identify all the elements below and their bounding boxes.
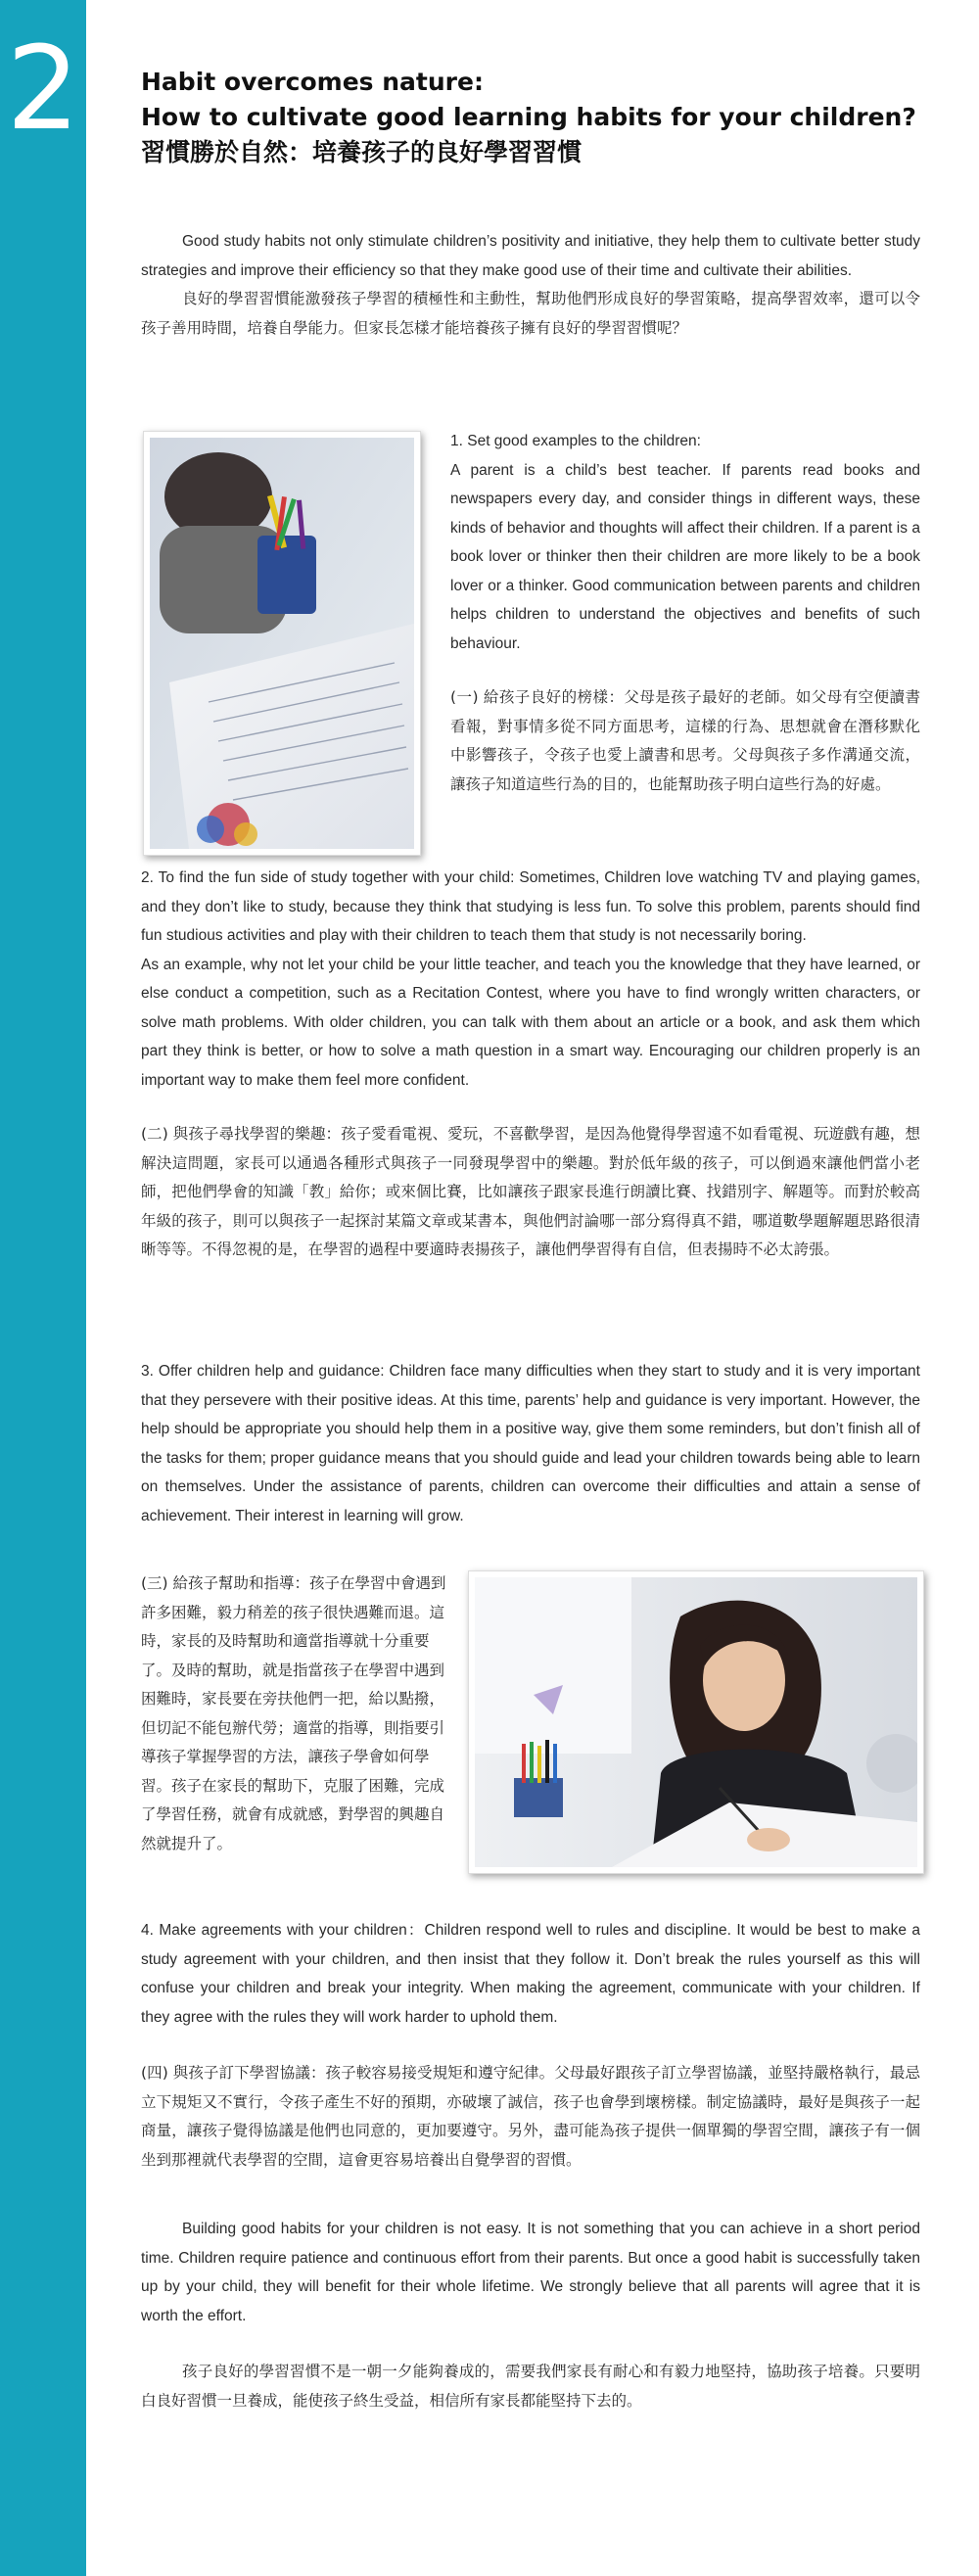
- intro-en: Good study habits not only stimulate children’s positivity and initiative, they help them to cultivate better study strategies and improve their efficiency so that they make good use of their time and cultivate their abilities.: [141, 233, 920, 279]
- section-1: [450, 427, 920, 799]
- intro-zh: 良好的學習習慣能激發孩子學習的積極性和主動性，幫助他們形成良好的學習策略，提高學習效率，還可以令孩子善用時間，培養自學能力。但家長怎樣才能培養孩子擁有良好的學習習慣呢？: [141, 290, 920, 337]
- woman-studying-photo: [468, 1570, 924, 1874]
- chapter-number: 2: [6, 21, 80, 156]
- title-line-1: Habit overcomes nature:: [141, 68, 484, 96]
- section-3-en-block: [141, 1357, 920, 1530]
- sidebar-band: [0, 0, 86, 2576]
- section-1-en: A parent is a child’s best teacher. If parents read books and newspapers every day, and consider things in different ways, these kinds of behavior and thoughts will affect their children. If a parent is a book lover or thinker then their children are more likely to be a book lover or a thinker. Good communication between parents and children helps children to understand the objectives and benefits of such behaviour.: [450, 461, 920, 652]
- section-2-en-1: 2. To find the fun side of study together with your child: Sometimes, Children love watching TV and playing games, and they don’t like to study, because they think that studying is less fun. To solve this problem, parents should find fun studious activities and play with their children to teach them that study is not necessarily boring.: [141, 869, 920, 944]
- title-line-2: How to cultivate good learning habits for your children?: [141, 103, 916, 131]
- intro-block: [141, 227, 920, 343]
- section-4: [141, 1916, 920, 2175]
- conclusion-en: Building good habits for your children is not easy. It is not something that you can achieve in a short period time. Children require patience and continuous effort from their parents. But once a good habit is successfully taken up by your child, they will benefit for their whole lifetime. We strongly believe that all parents will agree that it is worth the effort.: [141, 2221, 920, 2324]
- section-1-zh: (一) 給孩子良好的榜樣：父母是孩子最好的老師。如父母有空便讀書看報，對事情多從不同方面思考，這樣的行為、思想就會在潛移默化中影響孩子，令孩子也愛上讀書和思考。父母與孩子多作溝通交流，讓孩子知道這些行為的目的，也能幫助孩子明白這些行為的好處。: [450, 688, 920, 793]
- title-line-3: 習慣勝於自然：培養孩子的良好學習習慣: [141, 138, 583, 166]
- section-3-en: 3. Offer children help and guidance: Children face many difficulties when they start to study and it is very important that they persevere with their positive ideas. At this time, parents’ help and guidance is very important. However, the help should be appropriate you should help them in a positive way, give them some reminders, but don’t finish all of the tasks for them; proper guidance means that you should guide and lead your children towards being able to learn on themselves. Under the assistance of parents, children can overcome their difficulties and attain a sense of achievement. Their interest in learning will grow.: [141, 1363, 920, 1524]
- page-title: [141, 65, 920, 170]
- section-2-en-2: As an example, why not let your child be your little teacher, and teach you the knowledge that they have learned, or else conduct a competition, such as a Recitation Contest, where you have to find wrongly written characters, or solve math problems. With older children, you can talk with them about an article or a book, and ask them which part they think is better, or how to solve a math question in a smart way. Encouraging our children properly is an important way to make them feel more confident.: [141, 956, 920, 1089]
- section-4-en: 4. Make agreements with your children：Children respond well to rules and discipline. It would be best to make a study agreement with your children, and then insist that they follow it. Don’t break the rules yourself as this will confuse your children and break your integrity. When making the agreement, communicate with your children. If they agree with the rules they will work harder to uphold them.: [141, 1922, 920, 2026]
- section-1-heading: 1. Set good examples to the children:: [450, 433, 701, 449]
- child-writing-photo: [143, 431, 421, 856]
- section-3-zh-block: [141, 1569, 454, 1858]
- section-2: [141, 864, 920, 1265]
- section-4-zh: (四) 與孩子訂下學習協議：孩子較容易接受規矩和遵守紀律。父母最好跟孩子訂立學習協議，並堅持嚴格執行，最忌立下規矩又不實行，令孩子產生不好的預期，亦破壞了誠信，孩子也會學到壞榜樣。制定協議時，最好是與孩子一起商量，讓孩子覺得協議是他們也同意的，更加要遵守。另外，盡可能為孩子提供一個單獨的學習空間，讓孩子有一個坐到那裡就代表學習的空間，這會更容易培養出自覺學習的習慣。: [141, 2064, 920, 2169]
- section-3-zh: (三) 給孩子幫助和指導：孩子在學習中會遇到許多困難，毅力稍差的孩子很快遇難而退。這時，家長的及時幫助和適當指導就十分重要了。及時的幫助，就是指當孩子在學習中遇到困難時，家長要在旁扶他們一把，給以點撥，但切記不能包辦代勞；適當的指導，則指要引導孩子掌握學習的方法，讓孩子學會如何學習。孩子在家長的幫助下，克服了困難，完成了學習任務，就會有成就感，對學習的興趣自然就提升了。: [141, 1574, 446, 1852]
- conclusion-zh: 孩子良好的學習習慣不是一朝一夕能夠養成的，需要我們家長有耐心和有毅力地堅持，協助孩子培養。只要明白良好習慣一旦養成，能使孩子終生受益，相信所有家長都能堅持下去的。: [141, 2363, 920, 2410]
- section-2-zh: (二) 與孩子尋找學習的樂趣：孩子愛看電視、愛玩，不喜歡學習，是因為他覺得學習遠不如看電視、玩遊戲有趣，想解決這問題，家長可以通過各種形式與孩子一同發現學習中的樂趣。對於低年級的孩子，可以倒過來讓他們當小老師，把他們學會的知識「教」給你；或來個比賽，比如讓孩子跟家長進行朗讀比賽、找錯別字、解題等。而對於較高年級的孩子，則可以與孩子一起探討某篇文章或某書本，與他們討論哪一部分寫得真不錯，哪道數學題解題思路很清晰等等。不得忽視的是，在學習的過程中要適時表揚孩子，讓他們學習得有自信，但表揚時不必太誇張。: [141, 1125, 920, 1258]
- conclusion: [141, 2215, 920, 2415]
